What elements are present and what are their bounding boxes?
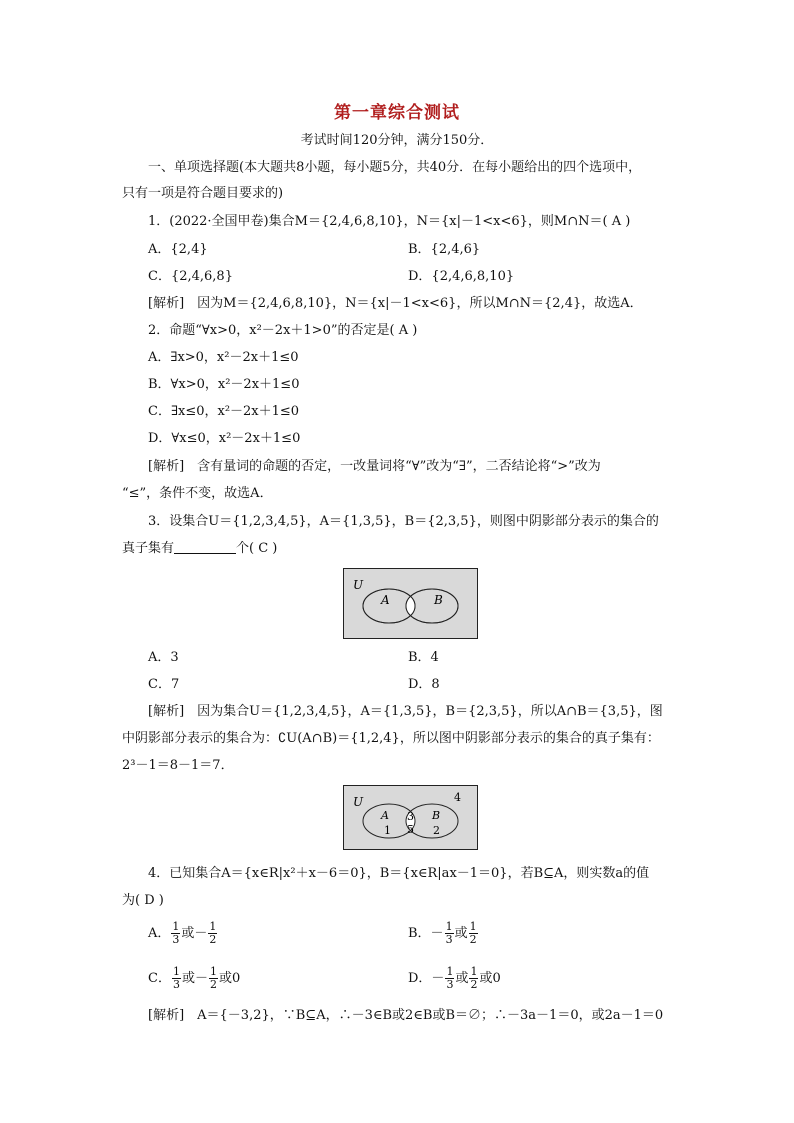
q4-analysis: [解析] A＝{－3,2}，∵B⊆A，∴－3∈B或2∈B或B＝∅；∴－3a－1＝0，或2a－1＝0	[148, 1008, 664, 1023]
venn2-element-2: 2	[433, 824, 440, 837]
q2-option-b: B．∀x>0，x²－2x＋1≤0	[148, 377, 300, 392]
q4-option-a: A． $\frac{1}{3}$ 或－ $\frac{1}{2}$	[148, 920, 217, 946]
venn-svg-1	[344, 569, 477, 638]
q1-option-d: D．{2,4,6,8,10}	[408, 269, 515, 284]
q1-option-b: B．{2,4,6}	[408, 242, 481, 257]
q2-option-a: A．∃x>0，x²－2x＋1≤0	[148, 350, 299, 365]
venn2-u-label: U	[353, 795, 364, 809]
answer-blank	[174, 539, 236, 554]
section1-heading-cont: 只有一项是符合题目要求的)	[122, 186, 284, 201]
q1-option-c: C．{2,4,6,8}	[148, 269, 233, 284]
q2-analysis-cont: “≤”，条件不变，故选A．	[122, 486, 273, 501]
venn1-a-label: A	[381, 593, 390, 607]
q2-analysis: [解析] 含有量词的命题的否定，一改量词将“∀”改为“∃”，二否结论将“>”改为	[148, 459, 601, 474]
q3-stem-pre: 真子集有	[122, 541, 175, 556]
option-label: B．－	[408, 926, 444, 941]
page-title: 第一章综合测试	[334, 103, 460, 123]
fraction: $\frac{1}{2}$	[469, 920, 477, 946]
venn2-a-label: A	[381, 809, 389, 822]
q3-option-b: B．4	[408, 650, 439, 665]
option-label: D．－	[408, 971, 445, 986]
venn-diagram-2	[343, 785, 478, 850]
fraction: $\frac{1}{3}$	[172, 920, 180, 946]
q4-option-d: D．－ $\frac{1}{3}$ 或 $\frac{1}{2}$ 或0	[408, 965, 501, 991]
q4-stem-cont: 为( D )	[122, 893, 164, 908]
q3-option-d: D．8	[408, 677, 440, 692]
fraction: $\frac{1}{2}$	[470, 965, 478, 991]
exam-info: 考试时间120分钟，满分150分．	[300, 133, 494, 148]
fraction: $\frac{1}{3}$	[446, 965, 454, 991]
option-label: C．	[148, 971, 171, 986]
q4-stem: 4．已知集合A＝{x∈R|x²＋x－6＝0}，B＝{x∈R|ax－1＝0}，若B⊆A，则实数a的值	[148, 866, 650, 881]
venn2-element-5: 5	[407, 823, 414, 836]
q3-option-c: C．7	[148, 677, 180, 692]
option-label: A．	[148, 926, 171, 941]
q3-analysis: [解析] 因为集合U＝{1,2,3,4,5}，A＝{1,3,5}，B＝{2,3,5}，所以A∩B＝{3,5}，图	[148, 704, 663, 719]
venn1-b-label: B	[434, 593, 443, 607]
q3-analysis-cont: 中阴影部分表示的集合为：∁U(A∩B)＝{1,2,4}，所以图中阴影部分表示的集合的真子集有：	[122, 731, 660, 746]
q3-stem: 3．设集合U＝{1,2,3,4,5}，A＝{1,3,5}，B＝{2,3,5}，则图中阴影部分表示的集合的	[148, 514, 659, 529]
q3-option-a: A．3	[148, 650, 179, 665]
q2-stem: 2．命题“∀x>0，x²－2x＋1>0”的否定是( A )	[148, 323, 418, 338]
q4-option-b: B．－ $\frac{1}{3}$ 或 $\frac{1}{2}$	[408, 920, 477, 946]
q1-option-a: A．{2,4}	[148, 242, 208, 257]
venn-svg-2	[344, 786, 477, 849]
q3-stem-post: 个( C )	[236, 541, 278, 556]
venn2-b-label: B	[432, 809, 441, 822]
fraction: $\frac{1}{3}$	[172, 965, 180, 991]
venn2-element-4: 4	[454, 791, 461, 804]
section1-heading: 一、单项选择题(本大题共8小题，每小题5分，共40分．在每小题给出的四个选项中，	[148, 160, 642, 175]
fraction: $\frac{1}{2}$	[209, 965, 217, 991]
q2-option-d: D．∀x≤0，x²－2x＋1≤0	[148, 431, 301, 446]
q2-option-c: C．∃x≤0，x²－2x＋1≤0	[148, 404, 300, 419]
venn-diagram-1	[343, 568, 478, 639]
q1-stem: 1．(2022·全国甲卷)集合M＝{2,4,6,8,10}，N＝{x|－1<x<6}，则M∩N＝( A )	[148, 214, 631, 229]
q3-stem-cont	[122, 539, 674, 559]
fraction: $\frac{1}{3}$	[445, 920, 453, 946]
q3-analysis-result: 2³－1＝8－1＝7．	[122, 758, 234, 773]
venn2-element-3: 3	[407, 810, 414, 823]
q1-analysis: [解析] 因为M＝{2,4,6,8,10}，N＝{x|－1<x<6}，所以M∩N＝{2,4}，故选A．	[148, 296, 643, 311]
q4-option-c: C． $\frac{1}{3}$ 或－ $\frac{1}{2}$ 或0	[148, 965, 241, 991]
fraction: $\frac{1}{2}$	[209, 920, 217, 946]
venn1-u-label: U	[353, 578, 364, 592]
venn2-element-1: 1	[384, 824, 391, 837]
